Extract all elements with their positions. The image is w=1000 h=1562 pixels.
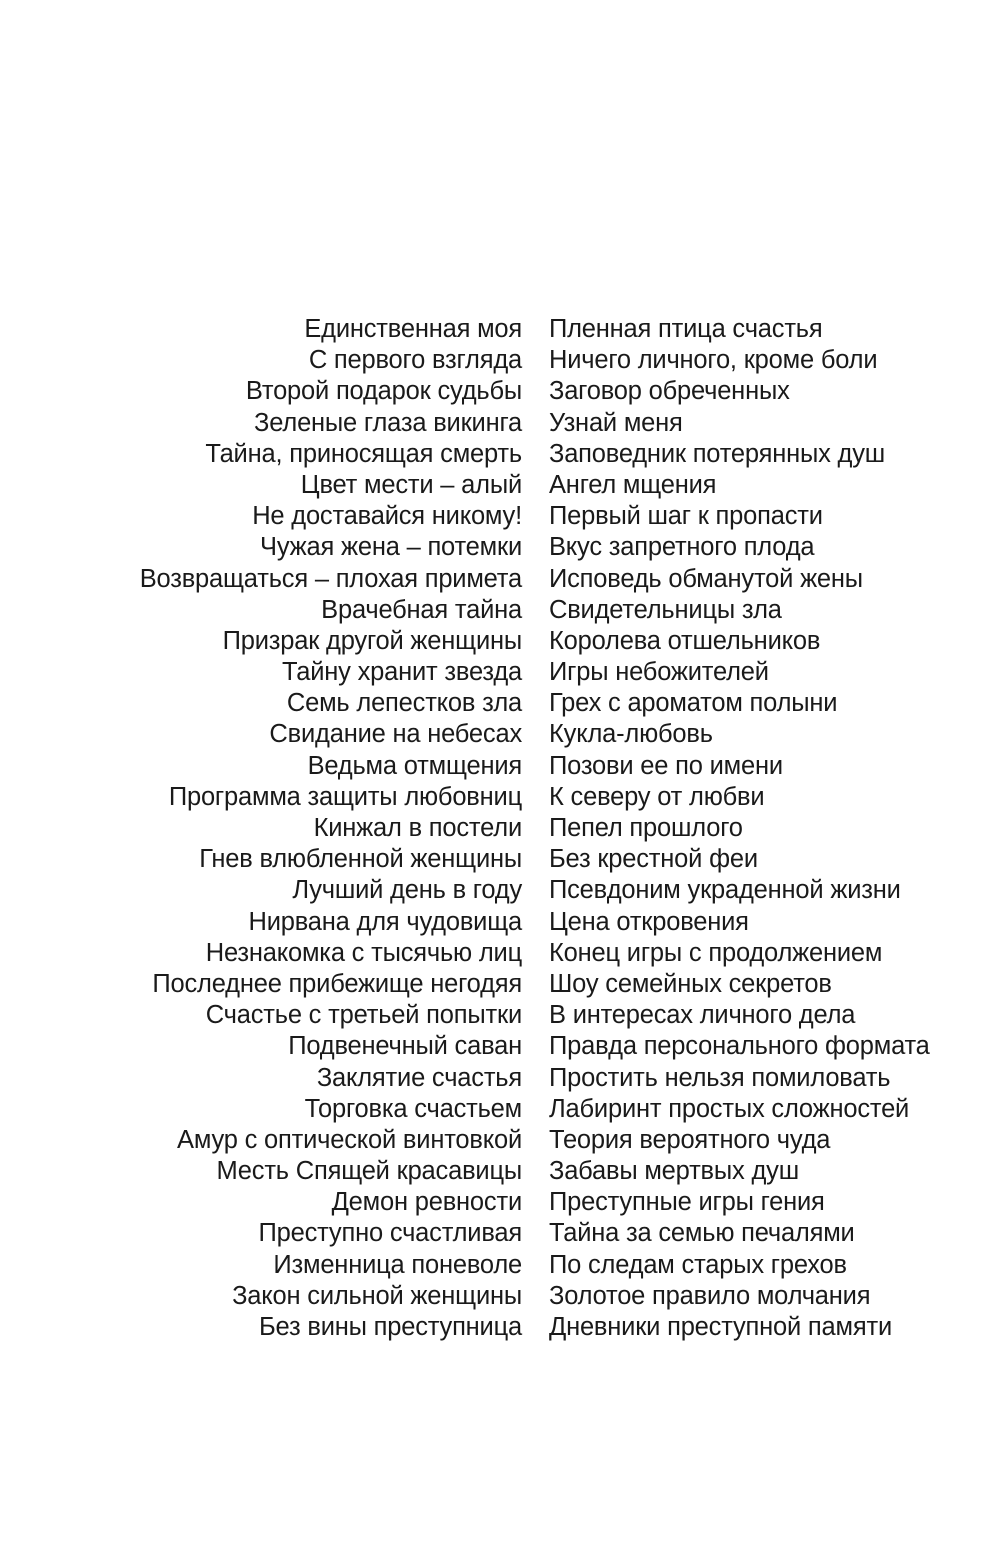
book-title: С первого взгляда — [308, 346, 522, 375]
book-title: Простить нельзя помиловать — [549, 1063, 891, 1092]
book-title: Тайна, приносящая смерть — [205, 439, 522, 468]
book-title: Зеленые глаза викинга — [254, 408, 522, 437]
book-title: Семь лепестков зла — [286, 689, 522, 718]
left-column — [0, 314, 522, 1343]
book-title: Возвращаться – плохая примета — [139, 564, 522, 593]
book-title: Заговор обреченных — [549, 377, 790, 406]
book-title: Единственная моя — [304, 315, 522, 343]
book-title: Торговка счастьем — [304, 1094, 522, 1123]
book-title: Заповедник потерянных душ — [549, 439, 886, 468]
book-title: К северу от любви — [549, 782, 765, 811]
book-title: Ангел мщения — [549, 470, 717, 499]
book-title: Цена откровения — [549, 907, 749, 936]
book-title: Шоу семейных секретов — [549, 969, 832, 998]
book-title: Свидание на небесах — [269, 720, 522, 749]
book-title: Демон ревности — [331, 1188, 522, 1217]
book-title: Последнее прибежище негодяя — [152, 969, 522, 998]
book-title: Дневники преступной памяти — [549, 1313, 892, 1341]
book-title: Ничего личного, кроме боли — [549, 346, 878, 375]
book-title: Тайну хранит звезда — [282, 658, 522, 687]
book-title: Теория вероятного чуда — [549, 1125, 831, 1154]
book-title: Преступные игры гения — [549, 1188, 825, 1217]
book-title: Не доставайся никому! — [252, 502, 522, 531]
book-title: Свидетельницы зла — [549, 595, 782, 624]
book-title: Грех с ароматом полыни — [549, 689, 838, 718]
book-title: Королева отшельников — [549, 626, 821, 655]
book-title: Чужая жена – потемки — [260, 533, 522, 562]
book-title: Узнай меня — [549, 408, 683, 437]
book-title: По следам старых грехов — [549, 1250, 847, 1279]
book-title: Золотое правило молчания — [549, 1281, 871, 1310]
book-title: Преступно счастливая — [258, 1219, 522, 1248]
book-title: Первый шаг к пропасти — [549, 502, 823, 531]
book-title: Ведьма отмщения — [307, 751, 522, 780]
book-title: Незнакомка с тысячью лиц — [205, 938, 522, 967]
book-title: Конец игры с продолжением — [549, 938, 883, 967]
book-title: Игры небожителей — [549, 658, 769, 687]
book-title: Цвет мести – алый — [300, 470, 522, 499]
book-title: Закон сильной женщины — [232, 1281, 522, 1310]
book-title: Исповедь обманутой жены — [549, 564, 863, 593]
book-title: Вкус запретного плода — [549, 533, 815, 562]
book-title: Заклятие счастья — [316, 1063, 522, 1092]
book-title: Изменница поневоле — [273, 1250, 522, 1279]
book-title: Лабиринт простых сложностей — [549, 1094, 910, 1123]
right-column — [549, 314, 1000, 1343]
book-title: Без вины преступница — [259, 1313, 522, 1341]
book-title: В интересах личного дела — [549, 1001, 856, 1030]
book-title: Позови ее по имени — [549, 751, 783, 780]
book-title: Программа защиты любовниц — [168, 782, 522, 811]
book-title: Месть Спящей красавицы — [216, 1157, 522, 1186]
book-title: Подвенечный саван — [288, 1032, 522, 1061]
book-title: Кукла-любовь — [549, 720, 713, 749]
book-title: Тайна за семью печалями — [549, 1219, 855, 1248]
book-title: Правда персонального формата — [549, 1032, 930, 1061]
book-title: Амур с оптической винтовкой — [177, 1125, 522, 1154]
book-title: Пленная птица счастья — [549, 315, 823, 343]
book-title: Лучший день в году — [292, 876, 522, 905]
book-title-list — [0, 314, 1000, 1343]
book-title: Без крестной феи — [549, 845, 758, 874]
book-title: Забавы мертвых душ — [549, 1157, 799, 1186]
book-title: Счастье с третьей попытки — [205, 1001, 522, 1030]
book-title: Второй подарок судьбы — [245, 377, 522, 406]
book-title: Псевдоним украденной жизни — [549, 876, 901, 905]
book-title: Гнев влюбленной женщины — [199, 845, 522, 874]
book-title: Пепел прошлого — [549, 814, 743, 842]
book-title: Нирвана для чудовища — [248, 907, 522, 936]
book-title: Врачебная тайна — [321, 595, 522, 624]
book-title: Кинжал в постели — [313, 814, 522, 842]
book-title: Призрак другой женщины — [222, 626, 522, 655]
